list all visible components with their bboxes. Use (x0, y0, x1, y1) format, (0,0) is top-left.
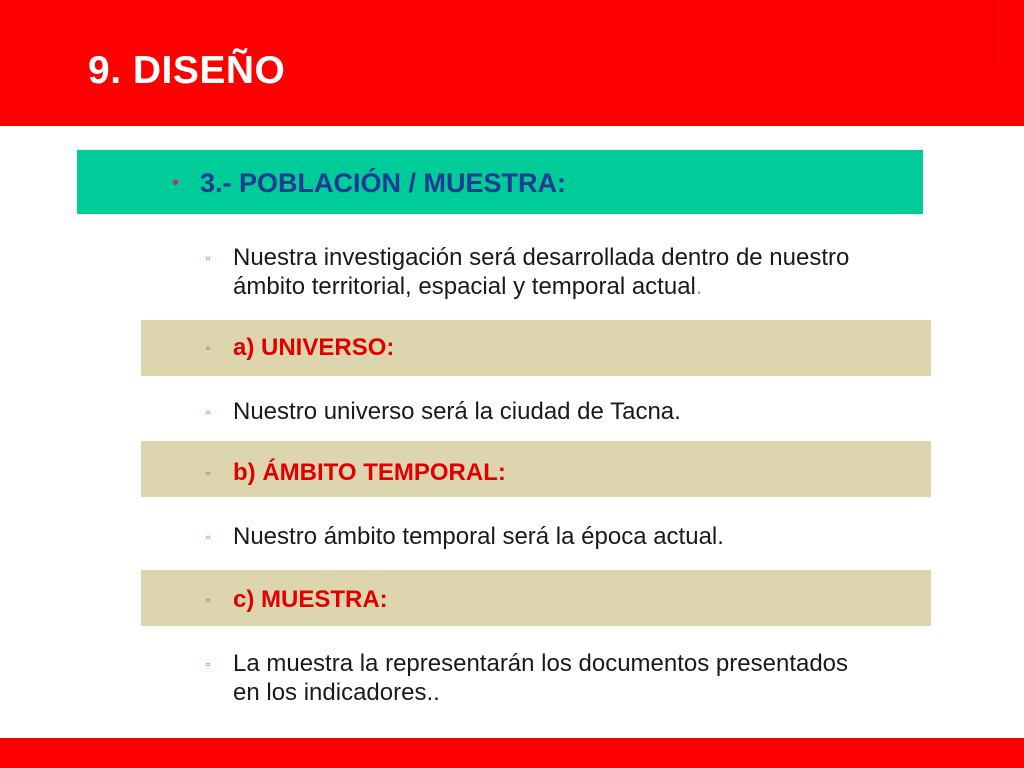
list-item-muestra-heading (206, 585, 388, 615)
list-item-line (233, 272, 849, 301)
list-item-line-text: ámbito territorial, espacial y temporal actual (233, 273, 696, 300)
slide-title: 9. DISEÑO (88, 49, 286, 92)
list-item-universo-heading (206, 333, 394, 363)
footer-band (0, 738, 1024, 768)
header-divider (993, 0, 995, 66)
square-bullet-icon: ▫ (206, 593, 211, 607)
list-item-text (233, 649, 848, 707)
list-item-period: . (695, 273, 703, 300)
section-title: 3.- POBLACIÓN / MUESTRA: (200, 168, 567, 198)
list-item-muestra (206, 649, 848, 707)
square-bullet-icon: ▫ (206, 405, 211, 419)
list-item-universo (206, 397, 681, 427)
square-bullet-icon: ▫ (206, 341, 211, 355)
list-item-ambito-heading (206, 458, 506, 488)
square-bullet-icon: ▫ (206, 466, 211, 480)
list-item-ambito (206, 522, 724, 552)
list-item-line: en los indicadores.. (233, 679, 440, 706)
square-bullet-icon: ▫ (206, 657, 211, 671)
list-item-heading: c) MUESTRA: (233, 586, 388, 613)
square-bullet-icon: ▫ (206, 530, 211, 544)
list-item-text: Nuestro ámbito temporal será la época actual. (233, 523, 724, 550)
list-item-heading: b) ÁMBITO TEMPORAL: (233, 459, 506, 486)
list-item-heading: a) UNIVERSO: (233, 334, 395, 361)
list-item-text (233, 243, 849, 301)
square-bullet-icon: ▫ (206, 251, 211, 265)
list-item-line: Nuestra investigación será desarrollada dentro de nuestro (233, 244, 850, 271)
list-item-intro (206, 243, 849, 301)
section-bullet-icon: • (172, 172, 180, 194)
list-item-text: Nuestro universo será la ciudad de Tacna. (233, 398, 681, 425)
list-item-line: La muestra la representarán los documentos presentados (233, 650, 849, 677)
